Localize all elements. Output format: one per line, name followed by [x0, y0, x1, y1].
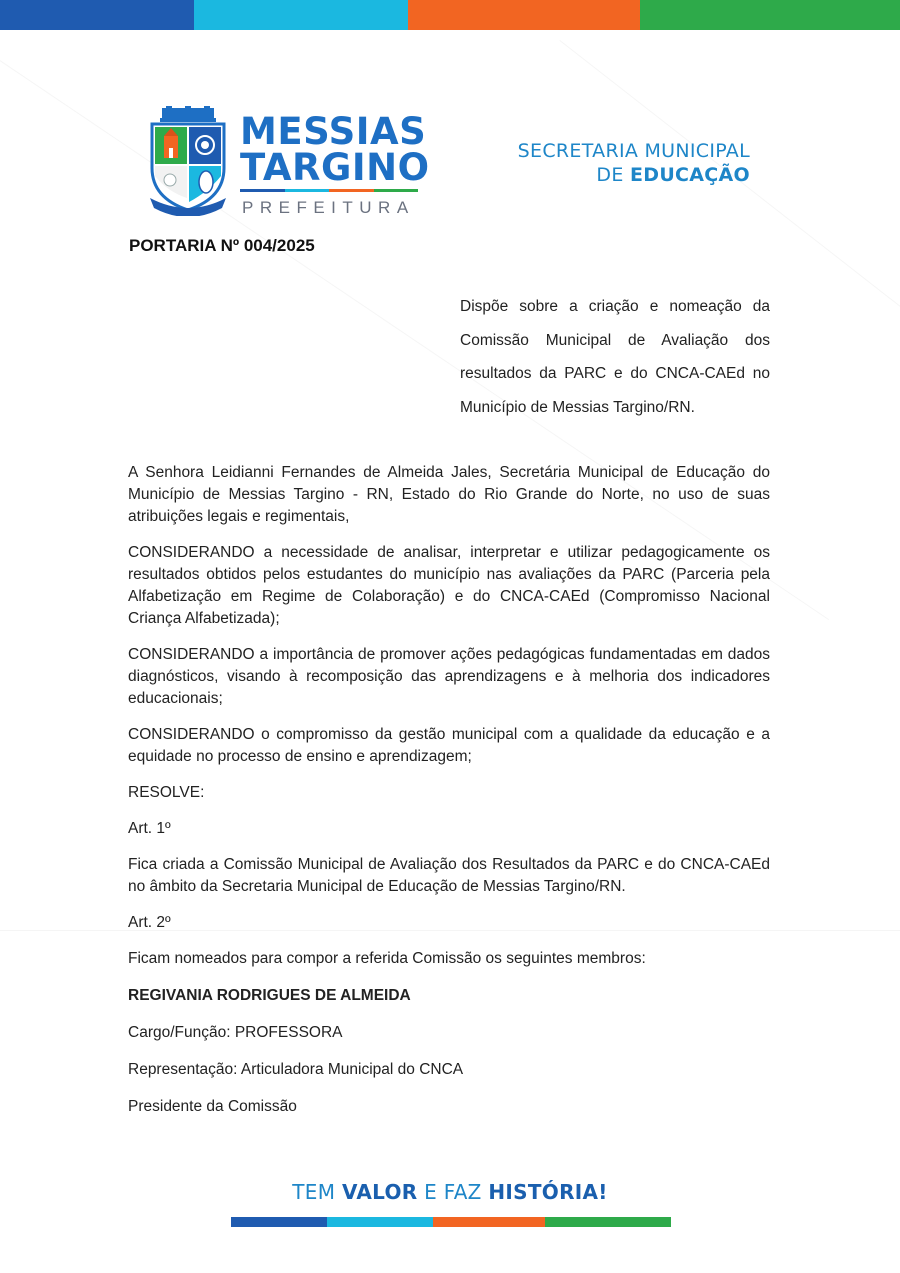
- logo-rule-green: [374, 189, 419, 192]
- logo-line-targino: TARGINO: [240, 146, 430, 189]
- bottom-bar-green-segment: [545, 1217, 671, 1227]
- secretaria-line2-prefix: DE: [596, 164, 630, 186]
- logo-rule-cyan: [285, 189, 330, 192]
- paragraph-considerando-3: CONSIDERANDO o compromisso da gestão municipal com a qualidade da educação e a equidade no processo de ensino e aprendizagem;: [128, 726, 770, 765]
- paragraph-considerando-2: CONSIDERANDO a importância de promover ações pedagógicas fundamentadas em dados diagnósticos, visando à recomposição das aprendizagens e à melhoria dos indicadores educacionais;: [128, 646, 770, 707]
- bottom-color-bar: [231, 1217, 671, 1227]
- top-bar-cyan-segment: [194, 0, 408, 30]
- paragraph-resolve: RESOLVE:: [128, 784, 205, 801]
- document-ementa: Dispõe sobre a criação e nomeação da Comissão Municipal de Avaliação dos resultados da PARC e do CNCA-CAEd no Município de Messias Targino/RN.: [460, 298, 770, 416]
- prefeitura-logo: [148, 106, 430, 217]
- paragraph-art-1-text: Fica criada a Comissão Municipal de Avaliação dos Resultados da PARC e do CNCA-CAEd no âmbito da Secretaria Municipal de Educação de Messias Targino/RN.: [128, 856, 770, 895]
- logo-line-messias: MESSIAS: [240, 110, 427, 153]
- bottom-bar-cyan-segment: [327, 1217, 433, 1227]
- logo-line-prefeitura: PREFEITURA: [242, 198, 415, 217]
- paragraph-considerando-1: CONSIDERANDO a necessidade de analisar, interpretar e utilizar pedagogicamente os resultados obtidos pelos estudantes do município nas avaliações da PARC (Parceria pela Alfabetização em Regime de Colaboração) e do CNCA-CAEd (Compromisso Nacional Criança Alfabetizada);: [128, 544, 770, 627]
- document-body: [128, 462, 770, 1132]
- footer-slogan: [0, 1180, 900, 1204]
- paragraph-art-2-text: Ficam nomeados para compor a referida Comissão os seguintes membros:: [128, 950, 646, 967]
- top-bar-blue-segment: [0, 0, 194, 30]
- secretaria-line1: SECRETARIA MUNICIPAL: [517, 140, 750, 162]
- logo-wordmark: [240, 110, 430, 218]
- paragraph-preamble: A Senhora Leidianni Fernandes de Almeida Jales, Secretária Municipal de Educação do Município de Messias Targino - RN, Estado do Rio Grande do Norte, no uso de suas atribuições legais e regimentais,: [128, 464, 770, 525]
- paragraph-art-2-heading: Art. 2º: [128, 914, 171, 931]
- bottom-bar-orange-segment: [433, 1217, 545, 1227]
- logo-color-rule: [240, 189, 418, 192]
- top-color-bar: [0, 0, 900, 30]
- member-name: REGIVANIA RODRIGUES DE ALMEIDA: [128, 987, 411, 1004]
- logo-rule-orange: [329, 189, 374, 192]
- member-cargo: Cargo/Função: PROFESSORA: [128, 1024, 343, 1041]
- secretaria-heading: [518, 140, 750, 186]
- slogan-word-valor: VALOR: [341, 1180, 418, 1204]
- secretaria-line2-bold: EDUCAÇÃO: [629, 164, 750, 186]
- slogan-word-tem: TEM: [292, 1180, 342, 1204]
- municipal-crest-icon: [148, 106, 228, 216]
- slogan-word-historia: HISTÓRIA!: [488, 1180, 608, 1204]
- paragraph-art-1-heading: Art. 1º: [128, 820, 171, 837]
- bottom-bar-blue-segment: [231, 1217, 327, 1227]
- member-representacao: Representação: Articuladora Municipal do CNCA: [128, 1061, 464, 1078]
- member-role: Presidente da Comissão: [128, 1098, 297, 1115]
- slogan-word-efaz: E FAZ: [417, 1180, 489, 1204]
- document-title: PORTARIA Nº 004/2025: [129, 236, 315, 255]
- top-bar-green-segment: [640, 0, 900, 30]
- top-bar-orange-segment: [408, 0, 640, 30]
- secretaria-line2: [518, 164, 750, 186]
- logo-rule-blue: [240, 189, 285, 192]
